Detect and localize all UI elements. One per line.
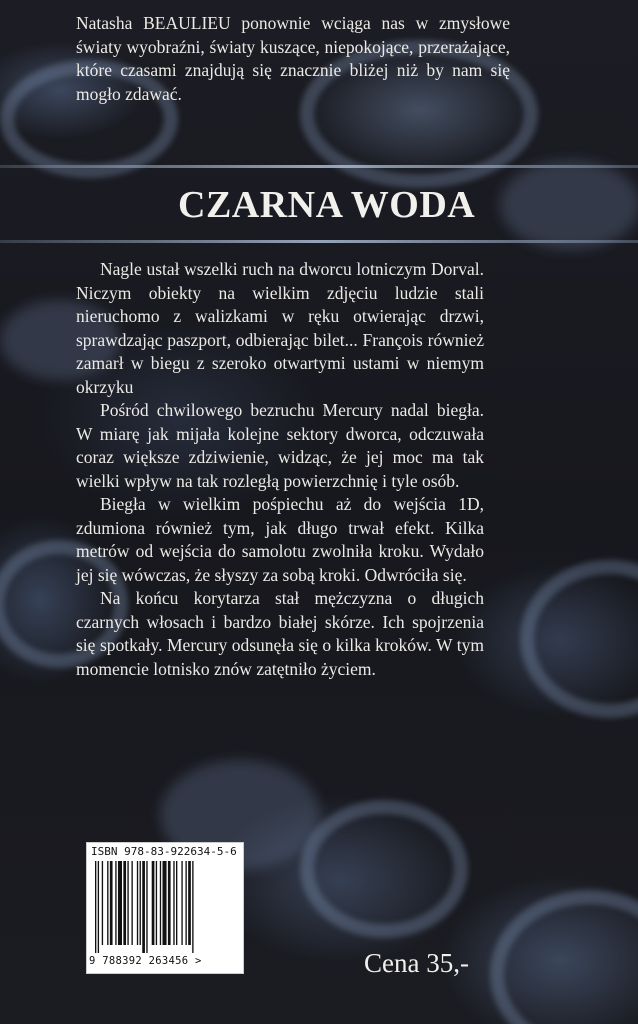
ean-digits: 9 788392 263456 > <box>89 955 202 967</box>
isbn-label: ISBN 978-83-922634-5-6 <box>91 845 237 858</box>
barcode-bar <box>127 861 128 945</box>
barcode-bar <box>118 861 122 945</box>
isbn-barcode <box>86 842 244 974</box>
excerpt-paragraph: Na końcu korytarza stał mężczyzna o długich czarnych włosach i bardzo białej skórze. Ich spojrzenia się spotkały. Mercury odsunęła się o kilka kroków. W tym momencie lotnisko znów zatętniło życiem. <box>76 588 484 679</box>
barcode-bar <box>115 861 116 945</box>
barcode-bar <box>142 861 145 953</box>
barcode-bar <box>156 861 157 945</box>
barcode-bar <box>163 861 167 945</box>
barcode-bar <box>176 861 177 945</box>
background-ring <box>300 800 468 938</box>
barcode-bar <box>140 861 141 945</box>
barcode-bar <box>102 861 103 945</box>
barcode-bar <box>95 861 96 953</box>
excerpt-paragraph: Nagle ustał wszelki ruch na dworcu lotniczym Dorval. Niczym obiekty na wielkim zdjęciu ludzie stali nieruchomo z walizkami w ręku otwierając drzwi, sprawdzając paszport, odbierając bilet... François również zamarł w biegu z szeroko otwartymi ustami w niemym okrzyku <box>76 259 484 397</box>
barcode-bar <box>107 861 108 945</box>
barcode-bar <box>98 861 99 953</box>
barcode-bars <box>95 861 235 953</box>
title-band-bottom <box>0 240 638 243</box>
barcode-bar <box>168 861 171 945</box>
barcode-bar <box>181 861 182 945</box>
barcode-bar <box>123 861 126 945</box>
barcode-bar <box>192 861 193 953</box>
title-band-top <box>0 165 638 168</box>
price: Cena 35,- <box>364 948 469 978</box>
excerpt-paragraph: Pośród chwilowego bezruchu Mercury nadal biegła. W miarę jak mijała kolejne sektory dworca, odczuwała coraz większe zdziwienie, widząc, że jej moc ma tak wielki wpływ na tak rozległą powierzchnię i tyle osób. <box>76 400 484 491</box>
barcode-bar <box>152 861 155 945</box>
barcode-bar <box>146 861 147 953</box>
barcode-bar <box>131 861 132 945</box>
barcode-bar <box>188 861 191 945</box>
barcode-bar <box>185 861 186 945</box>
background-blot <box>500 160 638 250</box>
barcode-bar <box>160 861 161 945</box>
background-ring <box>520 560 638 718</box>
barcode-bar <box>110 861 113 945</box>
excerpt-paragraph: Biegła w wielkim pośpiechu aż do wejścia 1D, zdumiona również tym, jak długo trwał efekt. Kilka metrów od wejścia do samolotu zwolniła kroku. Wydało jej się wówczas, że słyszy za sobą kroki. Odwróciła się. <box>76 494 484 585</box>
barcode-bar <box>173 861 174 945</box>
excerpt <box>76 258 484 681</box>
barcode-bar <box>137 861 138 945</box>
intro-blurb: Natasha BEAULIEU ponownie wciąga nas w zmysłowe światy wyobraźni, światy kuszące, niepokojące, przerażające, które czasami znajdują się znacznie bliżej niż by nam się mogło zdawać. <box>76 13 510 104</box>
background-ring <box>490 890 638 1024</box>
book-title: CZARNA WODA <box>178 184 476 226</box>
